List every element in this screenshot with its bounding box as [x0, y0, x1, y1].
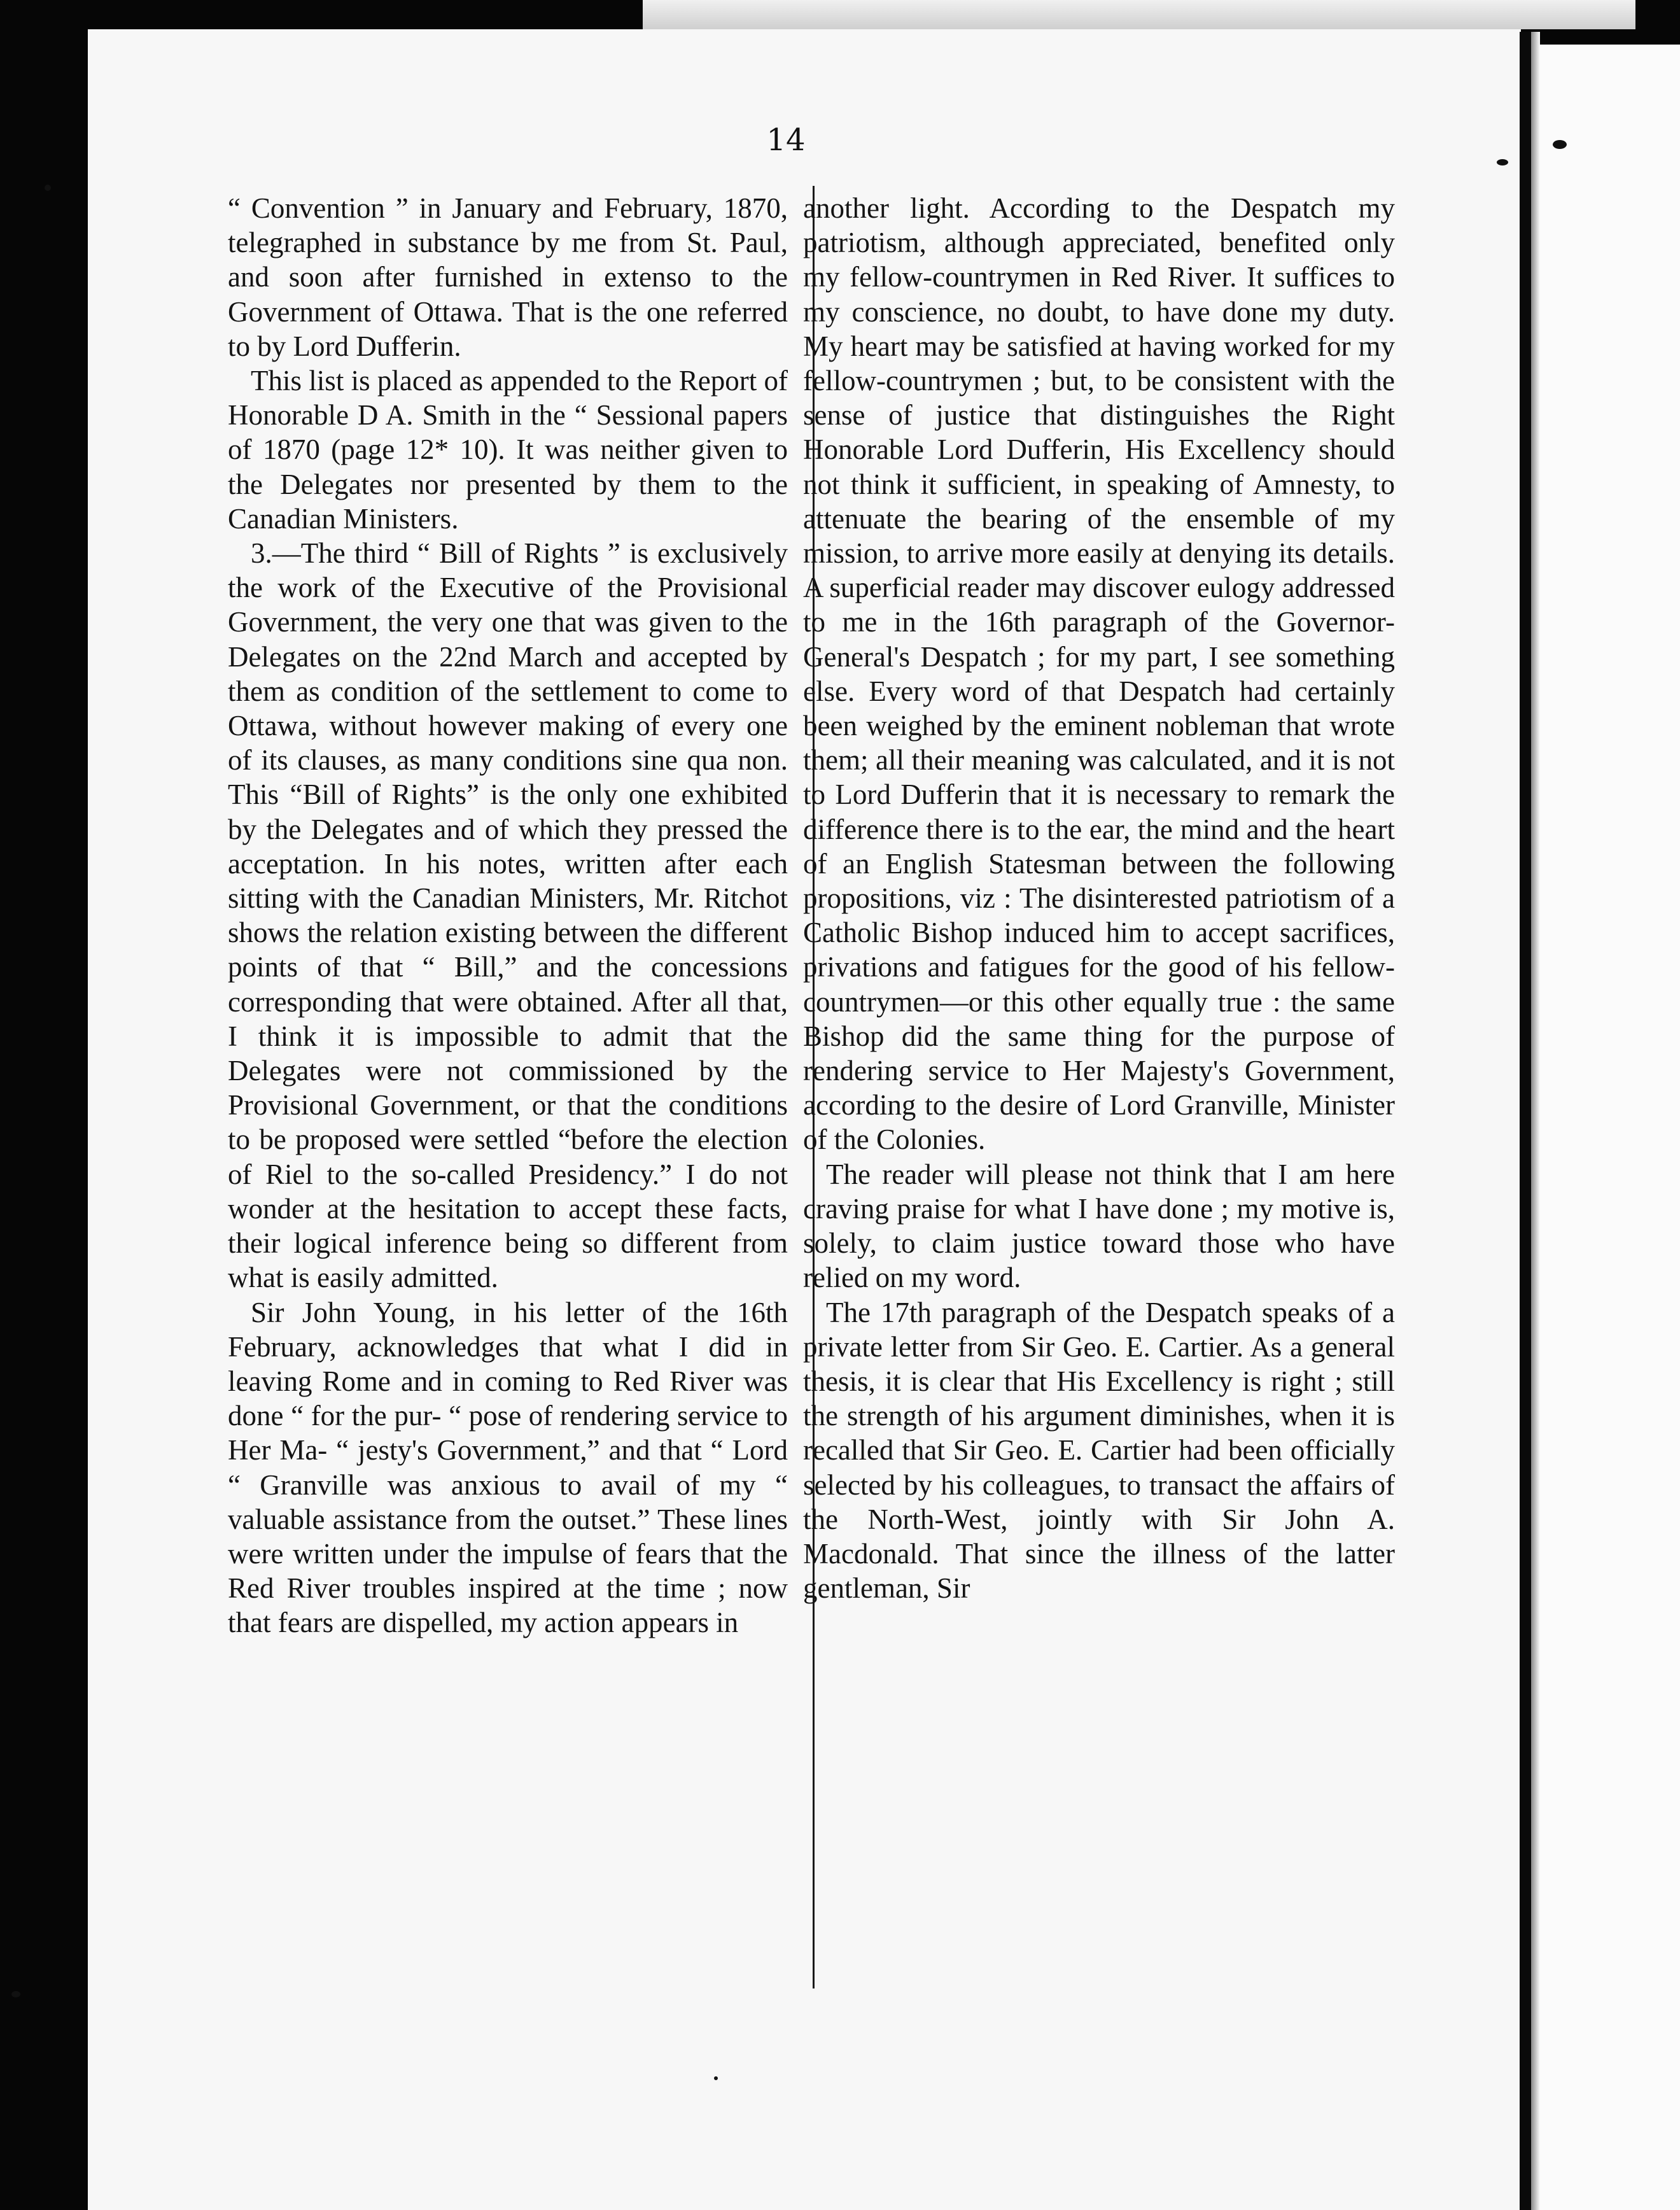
binding-shadow: [1531, 32, 1540, 2210]
dust-speck: [45, 185, 51, 191]
dust-speck: [11, 1991, 20, 1997]
paragraph: “ Convention ” in January and February, 1870, telegraphed in substance by me from St. Paul, and soon after furnished in extenso to the Government of Ottawa. That is the one referred to by Lord Dufferin.: [228, 192, 788, 362]
binding-fold: [1520, 32, 1531, 2210]
paragraph: The reader will please not think that I am here craving praise for what I have done ; my motive is, solely, to claim justice toward those who have relied on my word.: [803, 1158, 1395, 1294]
page-number: 14: [766, 122, 806, 158]
dust-speck: [714, 2076, 718, 2080]
paragraph: another light. According to the Despatch my patriotism, although appreciated, benefited only my fellow-countrymen in Red River. It suffices to my conscience, no doubt, to have done my duty. My heart may be satisfied at having worked for my fellow-countrymen ; but, to be consistent with the sense of justice that distinguishes the Right Honorable Lord Dufferin, His Excellency should not think it sufficient, in speaking of Amnesty, to attenuate the bearing of the ensemble of my mission, to arrive more easily at denying its details. A superficial reader may discover eulogy addressed to me in the 16th paragraph of the Governor-General's Despatch ; for my part, I see something else. Every word of that Despatch had certainly been weighed by the eminent nobleman that wrote them; all their meaning was calculated, and it is not to Lord Dufferin that it is necessary to remark the difference there is to the ear, the mind and the heart of an English Statesman between the following propositions, viz : The disinterested patriotism of a Catholic Bishop induced him to accept sacrifices, privations and fatigues for the good of his fellow-countrymen—or this other equally true : the same Bishop did the same thing for the purpose of rendering service to Her Majesty's Government, according to the desire of Lord Granville, Minister of the Colonies.: [803, 192, 1395, 1156]
right-column: [803, 191, 1395, 1605]
paragraph: 3.—The third “ Bill of Rights ” is exclusively the work of the Executive of the Provisional Government, the very one that was given to the Delegates on the 22nd March and accepted by them as condition of the settlement to come to Ottawa, without however making of every one of its clauses, as many conditions sine qua non. This “Bill of Rights” is the only one exhibited by the Delegates and of which they pressed the acceptation. In his notes, written after each sitting with the Canadian Ministers, Mr. Ritchot shows the relation existing between the different points of that “ Bill,” and the concessions corresponding that were obtained. After all that, I think it is impossible to admit that the Delegates were not commissioned by the Provisional Government, or that the conditions to be proposed were settled “before the election of Riel to the so-called Presidency.” I do not wonder at the hesitation to accept these facts, their logical inference being so different from what is easily admitted.: [228, 537, 788, 1294]
left-column: [228, 191, 788, 1640]
dust-speck: [1553, 140, 1567, 149]
dust-speck: [1497, 159, 1508, 165]
paragraph: This list is placed as appended to the Report of Honorable D A. Smith in the “ Sessional papers of 1870 (page 12* 10). It was neither given to the Delegates nor presented by them to the Canadian Ministers.: [228, 365, 788, 535]
paragraph: The 17th paragraph of the Despatch speaks of a private letter from Sir Geo. E. Cartier. As a general thesis, it is clear that His Excellency is right ; still the strength of his argument diminishes, when it is recalled that Sir Geo. E. Cartier had been officially selected by his colleagues, to transact the affairs of the North-West, jointly with Sir John A. Macdonald. That since the illness of the latter gentleman, Sir: [803, 1296, 1395, 1605]
scanner-top-edge: [643, 0, 1635, 29]
paragraph: Sir John Young, in his letter of the 16th February, acknowledges that what I did in leaving Rome and in coming to Red River was done “ for the pur- “ pose of rendering service to Her Ma- “ jesty's Government,” and that “ Lord “ Granville was anxious to avail of my “ valuable assistance from the outset.” These lines were written under the impulse of fears that the Red River troubles inspired at the time ; now that fears are dispelled, my action appears in: [228, 1296, 788, 1639]
facing-page-edge: [1521, 45, 1680, 2210]
